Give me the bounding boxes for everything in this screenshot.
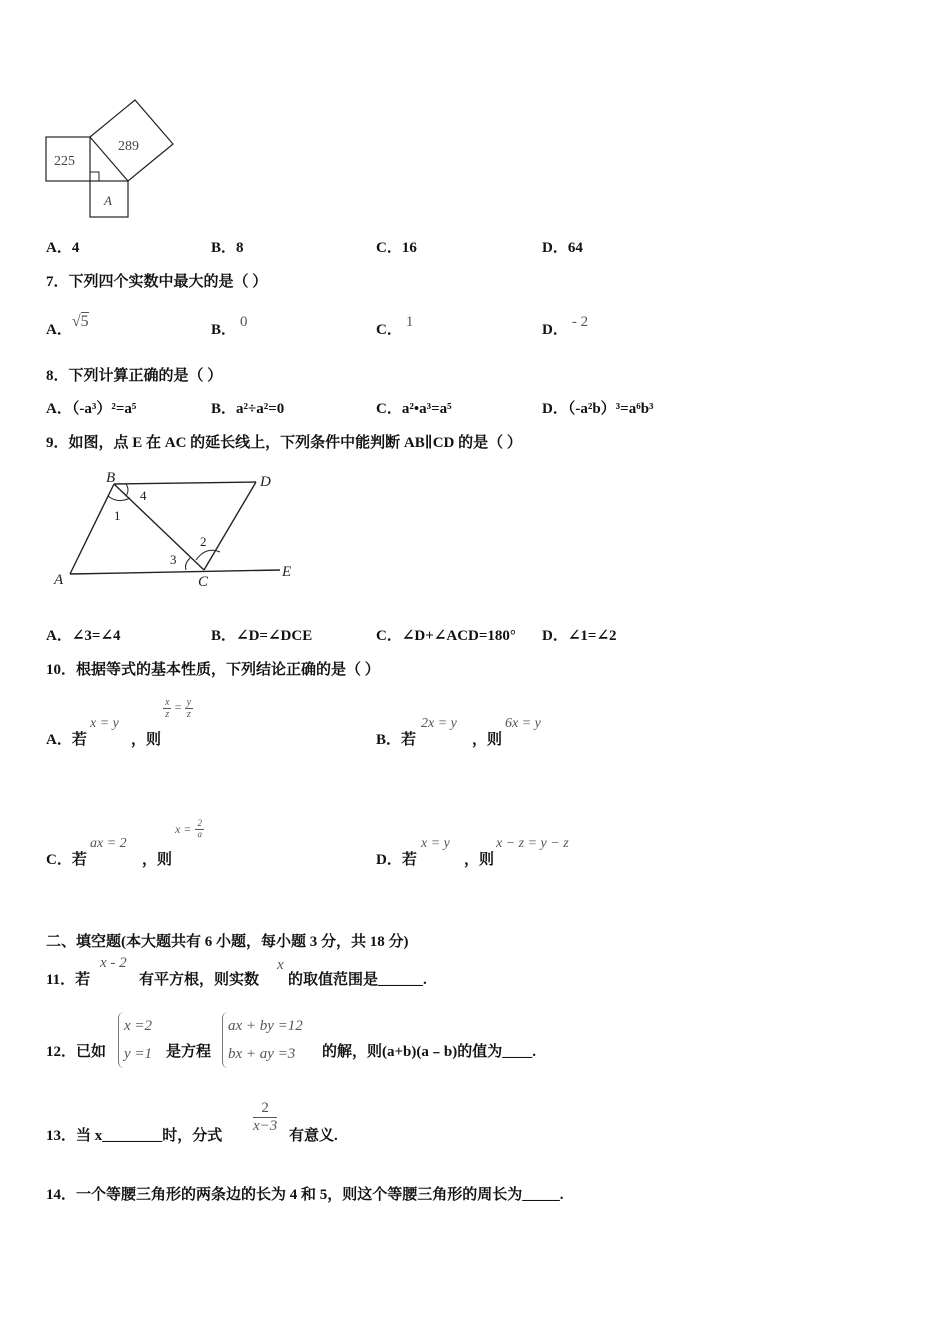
q13-tail: 有意义. xyxy=(289,1128,338,1144)
q10-a-result xyxy=(163,697,193,720)
q12-middle: 是方程 xyxy=(166,1044,212,1060)
q10-option-a[interactable] xyxy=(46,728,87,749)
q10-c-result-num: 2 xyxy=(197,818,202,828)
segment-cd xyxy=(204,482,256,570)
label-289: 289 xyxy=(118,139,139,154)
q12-solution-system xyxy=(118,1012,152,1068)
q7-option-c-letter: C． xyxy=(376,322,402,338)
q7-option-a-letter: A． xyxy=(46,322,72,338)
q7-option-a[interactable] xyxy=(46,310,89,338)
q6-option-b-letter: B． xyxy=(211,240,237,256)
q7-option-c-text: 1 xyxy=(405,314,414,330)
q6-option-d[interactable] xyxy=(542,236,583,257)
q7-option-c[interactable] xyxy=(376,310,414,338)
q8-option-d-text: （-a²b）³=a⁶b³ xyxy=(567,401,654,417)
q12-equation-system xyxy=(222,1012,303,1068)
q10-b-then: ，则 xyxy=(472,732,503,748)
q6-option-b[interactable] xyxy=(211,236,244,257)
segment-bc xyxy=(114,484,204,570)
q9-option-c-letter: C． xyxy=(376,628,402,644)
q8-option-a[interactable] xyxy=(46,397,136,418)
q6-option-d-text: 64 xyxy=(567,240,583,256)
q9-stem: 9．如图，点 E 在 AC 的延长线上，下列条件中能判断 AB∥CD 的是（ ） xyxy=(46,435,522,451)
q10-a-letter: A． xyxy=(46,732,72,748)
q10-c-then: ，则 xyxy=(142,852,173,868)
q11-prefix: 11．若 xyxy=(46,972,91,988)
angle-arc-3 xyxy=(186,558,191,570)
q7-option-b-text: 0 xyxy=(240,314,248,330)
q12-equation-row-1: ax + by =12 xyxy=(228,1018,303,1034)
q6-option-b-text: 8 xyxy=(236,240,244,256)
angle-label-1: 1 xyxy=(114,508,121,523)
q10-a-result-num2: y xyxy=(186,697,192,708)
q7-option-d[interactable] xyxy=(542,310,589,338)
q10-option-c[interactable] xyxy=(46,848,87,869)
angle-label-4: 4 xyxy=(140,488,147,503)
q8-option-d-letter: D． xyxy=(542,401,568,417)
q8-option-b-letter: B． xyxy=(211,401,237,417)
q9-option-c[interactable] xyxy=(376,624,516,645)
q7-option-a-text: 5 xyxy=(80,313,89,330)
q9-option-b-letter: B． xyxy=(211,628,237,644)
q10-b-ruo: 若 xyxy=(401,732,417,748)
q10-a-result-den1: z xyxy=(165,709,170,720)
q6-option-a-text: 4 xyxy=(71,240,80,256)
q8-option-c-letter: C． xyxy=(376,401,402,417)
q10-c-ruo: 若 xyxy=(71,852,87,868)
q9-option-c-text: ∠D+∠ACD=180° xyxy=(401,628,516,644)
q10-d-letter: D． xyxy=(376,852,402,868)
q8-option-b-text: a²÷a²=0 xyxy=(236,401,285,417)
q8-option-a-letter: A． xyxy=(46,401,72,417)
q9-option-a[interactable] xyxy=(46,624,121,645)
section-2-title: 二、填空题(本大题共有 6 小题，每小题 3 分，共 18 分) xyxy=(46,934,409,950)
q9-option-d[interactable] xyxy=(542,624,617,645)
q9-option-b-text: ∠D=∠DCE xyxy=(236,628,313,644)
q10-a-condition: x = y xyxy=(90,716,119,731)
q12-solution-row-2: y =1 xyxy=(124,1046,153,1062)
q6-option-c-text: 16 xyxy=(401,240,417,256)
angle-arc-4 xyxy=(126,484,128,496)
point-label-a: A xyxy=(54,572,64,588)
q10-c-letter: C． xyxy=(46,852,72,868)
q11-variable: x xyxy=(277,957,284,973)
point-label-d: D xyxy=(260,474,271,490)
q10-b-letter: B． xyxy=(376,732,402,748)
point-label-c: C xyxy=(198,574,209,590)
q10-option-b[interactable] xyxy=(376,728,416,749)
q8-stem: 8．下列计算正确的是（ ） xyxy=(46,368,223,384)
right-angle-mark xyxy=(90,172,99,181)
q11-tail: 的取值范围是______. xyxy=(288,972,427,988)
q6-option-a-letter: A． xyxy=(46,240,72,256)
q12-prefix: 12．已如 xyxy=(46,1044,107,1060)
q10-c-condition: ax = 2 xyxy=(90,836,127,851)
q12-equation-row-2: bx + ay =3 xyxy=(228,1046,296,1062)
q8-option-c[interactable] xyxy=(376,397,452,418)
q10-b-result: 6x = y xyxy=(505,716,541,731)
label-a: A xyxy=(104,193,112,208)
q10-d-ruo: 若 xyxy=(401,852,417,868)
q10-b-condition: 2x = y xyxy=(421,716,457,731)
parallel-lines-figure xyxy=(44,462,314,592)
pythagoras-squares-figure xyxy=(40,95,180,225)
angle-arc-2 xyxy=(196,550,220,560)
q7-option-d-text: - 2 xyxy=(571,314,589,330)
q9-option-b[interactable] xyxy=(211,624,312,645)
q10-stem: 10．根据等式的基本性质，下列结论正确的是（ ） xyxy=(46,662,380,678)
segment-bd xyxy=(114,482,256,484)
q6-option-c[interactable] xyxy=(376,236,417,257)
q8-option-c-text: a²•a³=a⁵ xyxy=(401,401,452,417)
point-label-e: E xyxy=(282,564,292,580)
q12-tail: 的解，则(a+b)(a﹣b)的值为____. xyxy=(322,1044,536,1060)
angle-label-2: 2 xyxy=(200,534,207,549)
q10-c-result xyxy=(175,819,204,840)
q13-fraction xyxy=(253,1100,277,1134)
segment-ab xyxy=(70,484,114,574)
q9-option-d-letter: D． xyxy=(542,628,568,644)
q9-option-a-letter: A． xyxy=(46,628,72,644)
q11-expression: x - 2 xyxy=(100,955,127,971)
q6-option-c-letter: C． xyxy=(376,240,402,256)
q6-option-d-letter: D． xyxy=(542,240,568,256)
q12-solution-row-1: x =2 xyxy=(124,1018,153,1034)
q7-option-b-letter: B． xyxy=(211,322,237,338)
segment-ae xyxy=(70,570,280,574)
q10-d-result: x − z = y − z xyxy=(496,836,569,851)
q10-a-result-den2: z xyxy=(186,709,191,720)
q7-option-d-letter: D． xyxy=(542,322,568,338)
angle-label-3: 3 xyxy=(170,552,177,567)
q6-option-a[interactable] xyxy=(46,236,79,257)
q14-text: 14．一个等腰三角形的两条边的长为 4 和 5，则这个等腰三角形的周长为_____. xyxy=(46,1187,564,1203)
q10-option-d[interactable] xyxy=(376,848,417,869)
q9-option-d-text: ∠1=∠2 xyxy=(567,628,617,644)
q10-a-then: ，则 xyxy=(131,732,162,748)
q7-stem: 7．下列四个实数中最大的是（ ） xyxy=(46,274,268,290)
q8-option-a-text: （-a³）²=a⁵ xyxy=(71,401,137,417)
q10-a-ruo: 若 xyxy=(71,732,87,748)
q10-a-result-eq: = xyxy=(173,699,183,714)
point-label-b: B xyxy=(106,470,116,486)
q10-d-then: ，则 xyxy=(464,852,495,868)
label-225: 225 xyxy=(54,154,75,169)
q13-fraction-num: 2 xyxy=(253,1100,277,1118)
q8-option-b[interactable] xyxy=(211,397,284,418)
q9-option-a-text: ∠3=∠4 xyxy=(71,628,121,644)
q10-d-condition: x = y xyxy=(421,836,450,851)
q10-c-result-lhs: x = xyxy=(175,821,192,836)
q13-fraction-den: x−3 xyxy=(253,1117,278,1134)
q11-middle: 有平方根，则实数 xyxy=(139,972,260,988)
q10-a-result-num1: x xyxy=(165,697,170,708)
q8-option-d[interactable] xyxy=(542,397,654,418)
sqrt-icon: √ xyxy=(71,313,81,330)
q10-c-result-den: a xyxy=(197,828,202,839)
q7-option-b[interactable] xyxy=(211,310,248,338)
q13-head: 13．当 x________时，分式 xyxy=(46,1128,223,1144)
